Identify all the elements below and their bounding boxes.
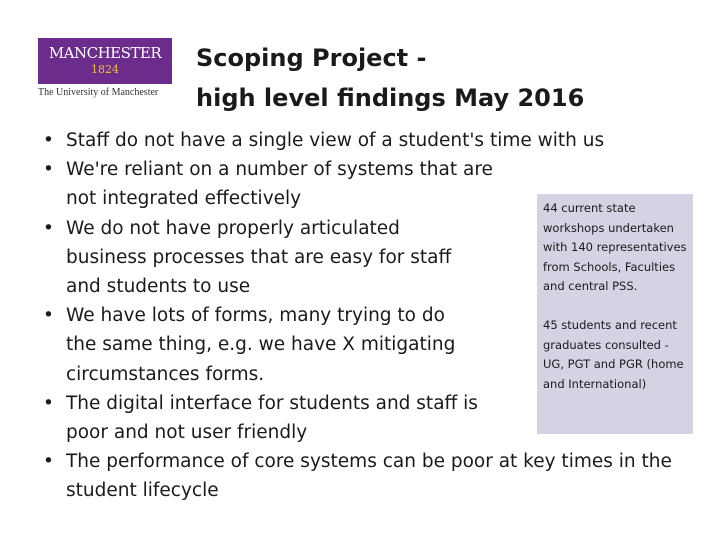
- logo-wordmark: MANCHESTER: [48, 44, 162, 62]
- finding-item: • We do not have properly articulated business processes that are easy for staff and students to use: [40, 214, 680, 302]
- university-logo: [38, 38, 178, 98]
- finding-item: • Staff do not have a single view of a student's time with us: [40, 126, 680, 155]
- logo-year: 1824: [91, 63, 119, 76]
- finding-item: • The digital interface for students and staff is poor and not user friendly: [40, 389, 680, 447]
- finding-item: • The performance of core systems can be poor at key times in the student lifecycle: [40, 447, 680, 505]
- logo-mark: [38, 38, 172, 84]
- finding-item: • We have lots of forms, many trying to do the same thing, e.g. we have X mitigating circumstances forms.: [40, 301, 680, 389]
- slide-title-line-2: high level findings May 2016: [196, 84, 585, 112]
- slide-title-line-1: Scoping Project -: [196, 44, 427, 72]
- engagement-note-box: [537, 194, 693, 434]
- students-note: 45 students and recent graduates consulted - UG, PGT and PGR (home and International): [543, 318, 684, 391]
- workshops-note: 44 current state workshops undertaken with 140 representatives from Schools, Faculties and central PSS.: [543, 201, 687, 293]
- finding-item: • We're reliant on a number of systems that are not integrated effectively: [40, 155, 680, 213]
- slide-title: [196, 38, 584, 118]
- logo-subtitle: The University of Manchester: [38, 87, 159, 98]
